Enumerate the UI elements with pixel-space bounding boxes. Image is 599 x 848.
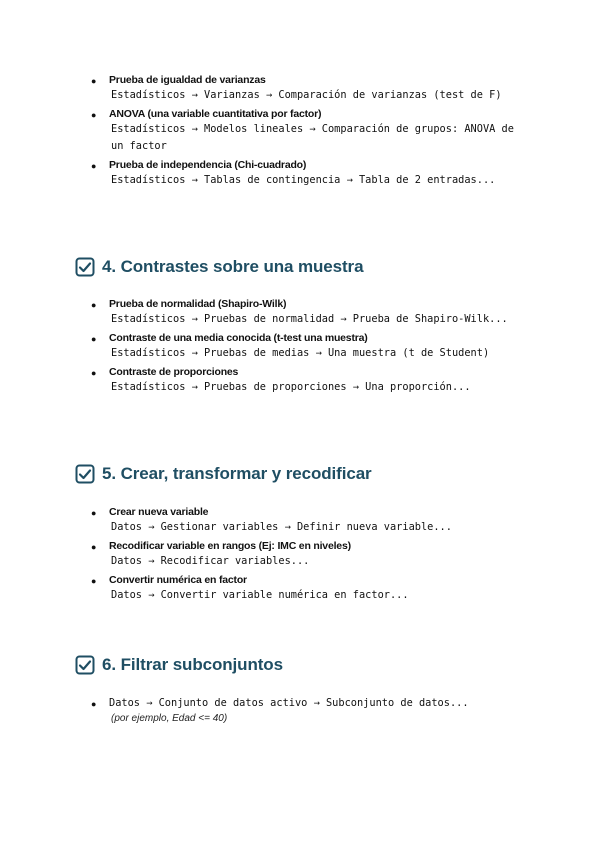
bullet-icon: ● — [91, 334, 97, 344]
section-heading-6 — [75, 653, 283, 677]
item-title: Prueba de igualdad de varianzas — [109, 74, 266, 86]
item-title: Convertir numérica en factor — [109, 574, 247, 586]
menu-path: Estadísticos → Varianzas → Comparación de varianzas (test de F) — [111, 89, 502, 101]
list-item — [91, 297, 531, 328]
bullet-icon: ● — [91, 300, 97, 310]
list-item — [91, 73, 531, 104]
item-title: Prueba de independencia (Chi-cuadrado) — [109, 159, 307, 171]
list-item — [91, 505, 531, 536]
section6-list — [91, 695, 531, 728]
section-heading-text: 4. Contrastes sobre una muestra — [102, 257, 364, 276]
menu-path: Datos → Gestionar variables → Definir nueva variable... — [111, 521, 452, 533]
bullet-icon: ● — [91, 161, 97, 171]
item-title: Contraste de una media conocida (t-test una muestra) — [109, 332, 368, 344]
list-item — [91, 573, 531, 604]
section-heading-4 — [75, 255, 363, 279]
menu-path: Estadísticos → Modelos lineales → Comparación de grupos: ANOVA de un factor — [111, 123, 521, 152]
menu-path: Estadísticos → Tablas de contingencia → Tabla de 2 entradas... — [111, 174, 496, 186]
list-item — [91, 539, 531, 570]
list-item — [91, 365, 531, 396]
checkbox-checked-icon — [75, 655, 95, 675]
bullet-icon: ● — [91, 508, 97, 518]
bullet-icon: ● — [91, 368, 97, 378]
section-heading-text: 6. Filtrar subconjuntos — [102, 655, 283, 674]
menu-path: Datos → Conjunto de datos activo → Subconjunto de datos... — [109, 697, 469, 709]
list-item — [91, 107, 531, 155]
bullet-icon: ● — [91, 699, 97, 709]
section4-list — [91, 297, 531, 399]
item-title: Crear nueva variable — [109, 506, 209, 518]
bullet-icon: ● — [91, 110, 97, 120]
item-title: Contraste de proporciones — [109, 366, 239, 378]
bullet-icon: ● — [91, 576, 97, 586]
section3-list — [91, 73, 531, 192]
section-heading-text: 5. Crear, transformar y recodificar — [102, 464, 372, 483]
menu-path: Datos → Recodificar variables... — [111, 555, 310, 567]
checkbox-checked-icon — [75, 464, 95, 484]
section5-list — [91, 505, 531, 607]
checkbox-checked-icon — [75, 257, 95, 277]
item-title: ANOVA (una variable cuantitativa por factor) — [109, 108, 322, 120]
example-note: (por ejemplo, Edad <= 40) — [111, 713, 228, 724]
list-item — [91, 695, 531, 725]
menu-path: Datos → Convertir variable numérica en factor... — [111, 589, 409, 601]
item-title: Recodificar variable en rangos (Ej: IMC en niveles) — [109, 540, 351, 552]
menu-path: Estadísticos → Pruebas de proporciones → Una proporción... — [111, 381, 471, 393]
bullet-icon: ● — [91, 76, 97, 86]
item-title: Prueba de normalidad (Shapiro-Wilk) — [109, 298, 287, 310]
section-heading-5 — [75, 462, 372, 486]
list-item — [91, 331, 531, 362]
list-item — [91, 158, 531, 189]
menu-path: Estadísticos → Pruebas de medias → Una muestra (t de Student) — [111, 347, 490, 359]
bullet-icon: ● — [91, 542, 97, 552]
menu-path: Estadísticos → Pruebas de normalidad → Prueba de Shapiro-Wilk... — [111, 313, 508, 325]
